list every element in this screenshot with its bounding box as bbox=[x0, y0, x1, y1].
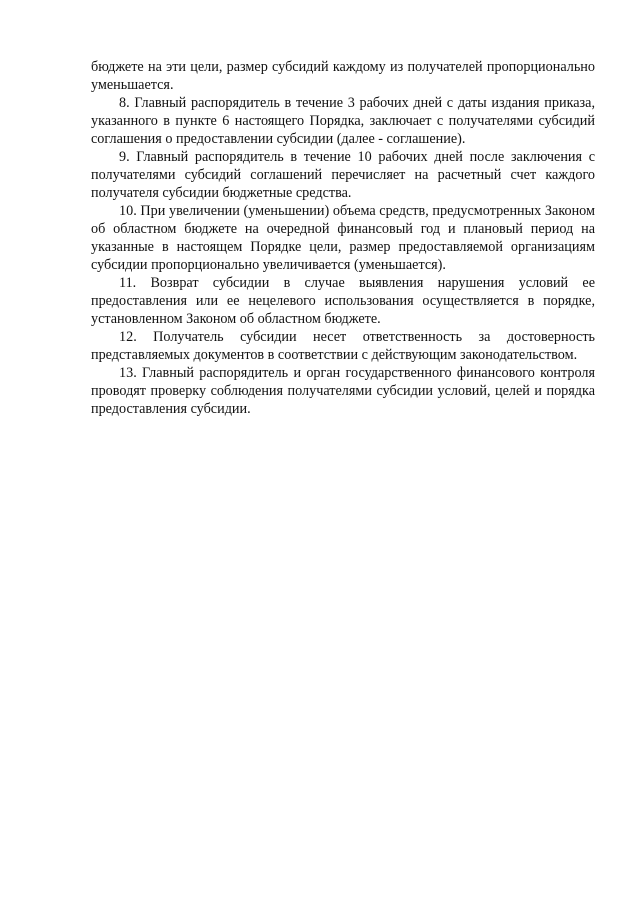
paragraph-item-10: 10. При увеличении (уменьшении) объема средств, предусмотренных Законом об областном бюджете на очередной финансовый год и плановый период на указанные в настоящем Порядке цели, размер предоставляемой организациям субсидии пропорционально увеличивается (уменьшается). bbox=[91, 203, 595, 273]
paragraph-item-9: 9. Главный распорядитель в течение 10 рабочих дней после заключения с получателями субсидий соглашений перечисляет на расчетный счет каждого получателя субсидии бюджетные средства. bbox=[91, 149, 595, 201]
paragraph-item-8: 8. Главный распорядитель в течение 3 рабочих дней с даты издания приказа, указанного в пункте 6 настоящего Порядка, заключает с получателями субсидий соглашения о предоставлении субсидии (далее - соглашение). bbox=[91, 95, 595, 147]
paragraph-item-13: 13. Главный распорядитель и орган государственного финансового контроля проводят проверку соблюдения получателями субсидии условий, целей и порядка предоставления субсидии. bbox=[91, 365, 595, 417]
document-page bbox=[91, 58, 595, 418]
paragraph-item-11: 11. Возврат субсидии в случае выявления нарушения условий ее предоставления или ее нецелевого использования осуществляется в порядке, установленном Законом об областном бюджете. bbox=[91, 275, 595, 327]
paragraph-continuation: бюджете на эти цели, размер субсидий каждому из получателей пропорционально уменьшается. bbox=[91, 59, 595, 93]
paragraph-item-12: 12. Получатель субсидии несет ответственность за достоверность представляемых документов в соответствии с действующим законодательством. bbox=[91, 329, 595, 363]
